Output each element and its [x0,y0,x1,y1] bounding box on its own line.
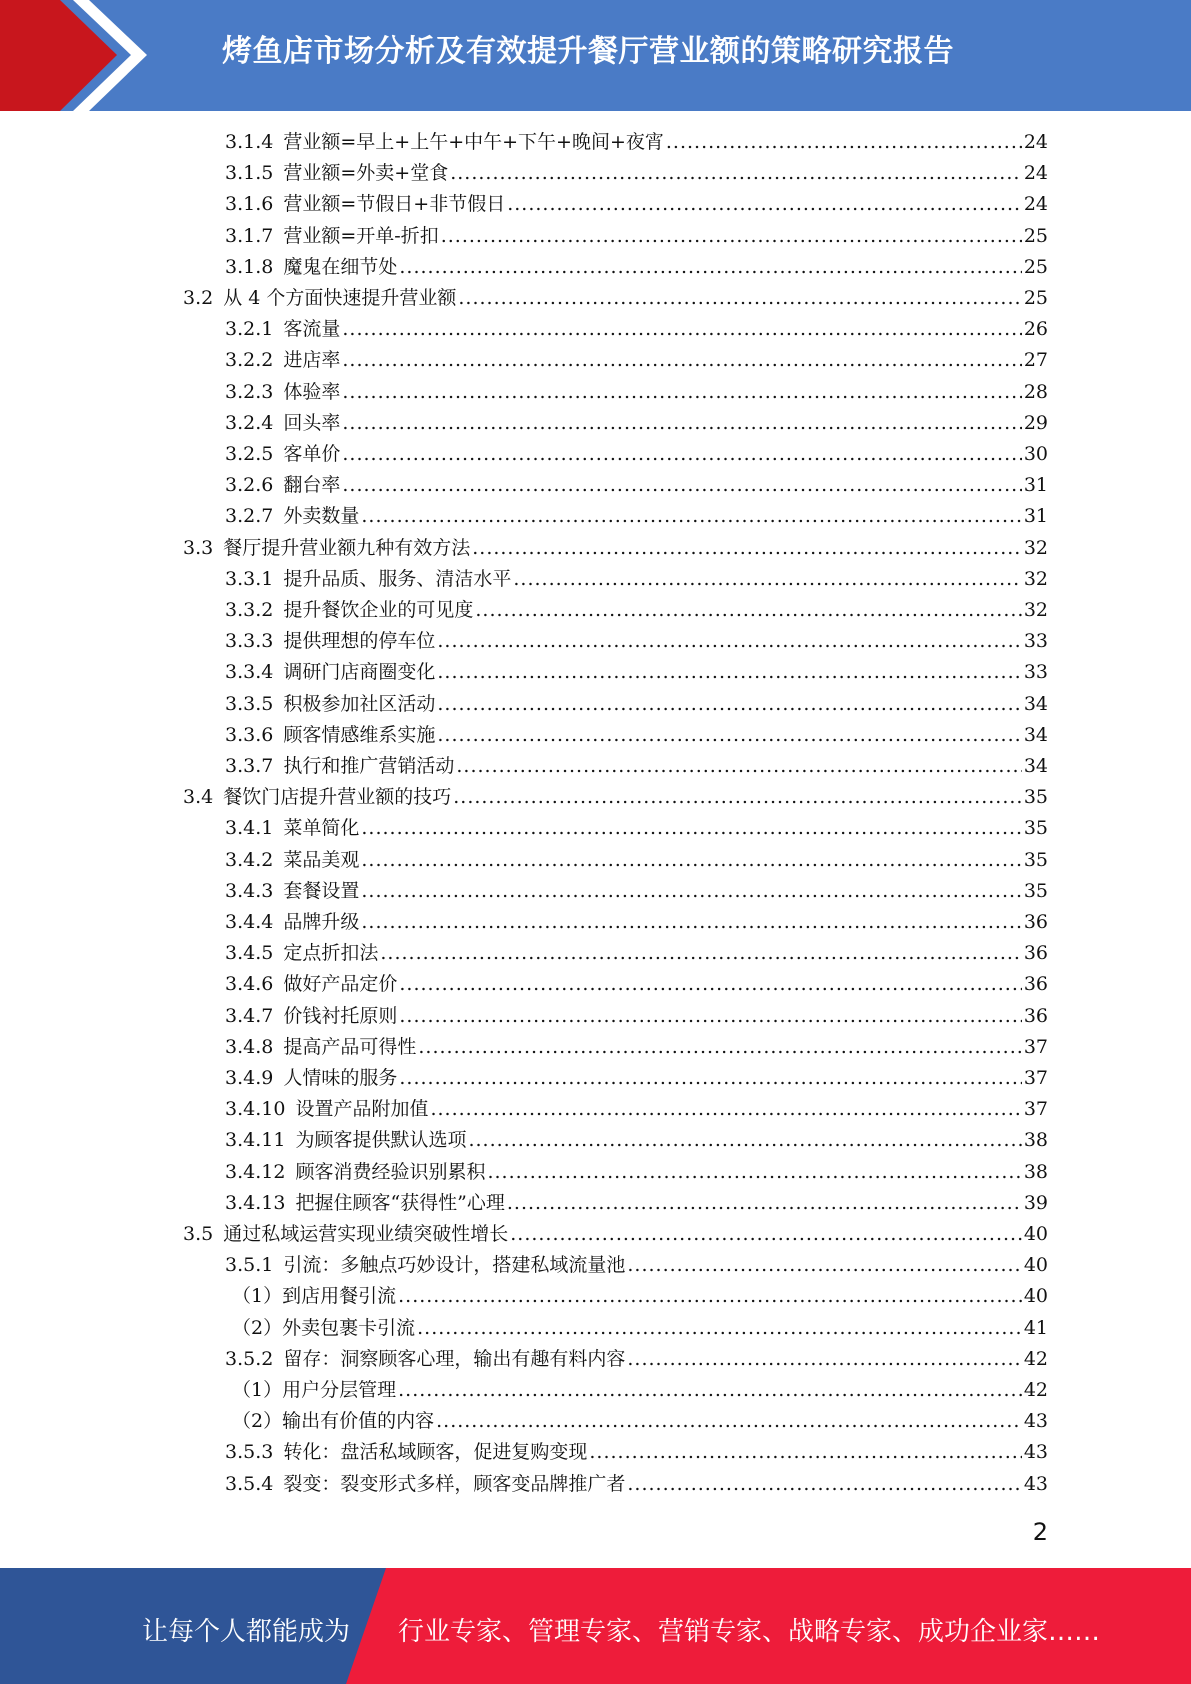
toc-entry[interactable] [225,1188,1048,1219]
toc-dot-leader [361,845,1021,876]
toc-entry-page: 40 [1023,1254,1048,1277]
toc-entry-page: 25 [1023,255,1048,278]
toc-entry-number: 3.1.4 [225,131,274,153]
toc-entry-title: 提供理想的停车位 [283,630,436,653]
toc-entry-title: 积极参加社区活动 [283,692,436,715]
toc-entry[interactable] [225,1125,1048,1156]
toc-entry-title: 套餐设置 [283,879,360,902]
toc-dot-leader [398,1375,1022,1406]
toc-entry-page: 24 [1023,193,1048,216]
toc-entry-page: 38 [1023,1129,1048,1152]
toc-entry[interactable] [225,127,1048,158]
toc-entry-number: 3.4.13 [225,1191,286,1214]
toc-entry[interactable] [225,1001,1048,1032]
toc-entry-number: （1） [232,1379,283,1401]
toc-entry-title: 输出有价值的内容 [282,1410,435,1433]
toc-dot-leader [487,1157,1021,1188]
toc-entry-page: 24 [1023,131,1048,153]
toc-entry-page: 40 [1023,1285,1048,1308]
toc-entry-page: 42 [1023,1379,1048,1401]
toc-entry-page: 32 [1023,536,1048,559]
toc-dot-leader [507,1188,1022,1219]
toc-dot-leader [380,938,1021,969]
toc-entry-number: 3.2.7 [225,505,274,528]
toc-entry-page: 38 [1023,1160,1048,1183]
toc-entry[interactable] [225,689,1048,720]
toc-entry-number: 3.4.11 [225,1129,286,1152]
toc-entry-number: 3.3.7 [225,755,274,777]
toc-dot-leader [456,751,1021,782]
toc-dot-leader [399,252,1021,283]
toc-dot-leader [398,1281,1022,1312]
toc-entry-number: 3.1.8 [225,255,274,278]
toc-entry-title: 提升餐饮企业的可见度 [283,599,474,621]
toc-entry-number: 3.4.12 [225,1160,286,1183]
toc-entry[interactable] [225,1437,1048,1468]
toc-entry-number: 3.1.6 [225,193,274,216]
toc-entry[interactable] [225,938,1048,969]
toc-entry-number: 3.2.2 [225,349,274,372]
toc-entry-title: 人情味的服务 [283,1067,398,1089]
toc-entry-title: 营业额=开单-折扣 [283,224,439,247]
toc-entry-title: 提升品质、服务、清洁水平 [283,567,512,590]
toc-entry[interactable] [225,408,1048,439]
toc-entry-number: 3.5.3 [225,1441,274,1464]
toc-dot-leader [627,1250,1021,1281]
toc-entry-number: 3.2.3 [225,380,274,403]
toc-entry-title: 执行和推广营销活动 [283,755,455,777]
toc-entry[interactable] [225,470,1048,501]
toc-entry[interactable] [225,657,1048,688]
toc-entry-title: 外卖数量 [283,505,360,528]
toc-entry[interactable] [225,876,1048,907]
toc-dot-leader [437,689,1021,720]
toc-entry[interactable] [225,1094,1048,1125]
toc-entry-title: 客流量 [283,318,341,341]
toc-entry-title: 翻台率 [283,474,341,497]
toc-entry[interactable] [225,252,1048,283]
toc-entry-page: 37 [1023,1098,1048,1121]
toc-entry-page: 31 [1023,505,1048,528]
toc-dot-leader [437,626,1021,657]
toc-entry[interactable] [232,1281,1048,1312]
toc-entry-page: 36 [1023,942,1048,965]
toc-dot-leader [342,377,1021,408]
toc-entry-title: 菜品美观 [283,848,360,871]
toc-entry-number: 3.4.7 [225,1004,274,1027]
toc-entry-title: 从 4 个方面快速提升营业额 [223,287,457,309]
toc-entry-number: 3.1.5 [225,162,274,185]
toc-entry-title: 通过私域运营实现业绩突破性增长 [223,1223,509,1245]
toc-entry-title: 营业额=外卖+堂食 [283,162,449,185]
toc-dot-leader [399,1063,1021,1094]
toc-entry-title: 餐饮门店提升营业额的技巧 [223,786,452,809]
toc-entry-page: 39 [1023,1191,1048,1214]
toc-entry-title: 体验率 [283,380,341,403]
toc-dot-leader [589,1437,1021,1468]
page-number: 2 [1032,1518,1048,1546]
toc-entry-title: 引流：多触点巧妙设计，搭建私域流量池 [283,1254,626,1277]
toc-entry-number: 3.4.10 [225,1098,286,1121]
toc-entry-number: 3.4.1 [225,817,274,840]
toc-entry-page: 32 [1023,567,1048,590]
toc-entry-page: 31 [1023,474,1048,497]
toc-entry[interactable] [225,1250,1048,1281]
toc-entry[interactable] [225,377,1048,408]
toc-entry-number: 3.2.1 [225,318,274,341]
toc-entry-title: 顾客情感维系实施 [283,723,436,746]
toc-dot-leader [361,907,1021,938]
toc-dot-leader [513,564,1021,595]
toc-entry[interactable] [225,1469,1048,1500]
toc-entry-number: 3.1.7 [225,224,274,247]
toc-dot-leader [627,1344,1021,1375]
toc-entry-number: 3.5.1 [225,1254,274,1277]
toc-entry-number: 3.3.3 [225,630,274,653]
toc-entry[interactable] [225,158,1048,189]
toc-entry[interactable] [232,1406,1048,1437]
toc-entry-number: （1） [232,1285,283,1308]
toc-entry-page: 28 [1023,380,1048,403]
toc-entry[interactable] [183,1219,1048,1250]
toc-dot-leader [342,408,1021,439]
report-title: 烤鱼店市场分析及有效提升餐厅营业额的策略研究报告 [222,34,954,69]
toc-entry-page: 41 [1023,1316,1048,1339]
toc-entry-page: 34 [1023,692,1048,715]
toc-entry[interactable] [225,595,1048,626]
toc-entry-page: 29 [1023,411,1048,434]
footer-slogan-right: 行业专家、管理专家、营销专家、战略专家、成功企业家…… [398,1617,1101,1647]
toc-entry-title: 餐厅提升营业额九种有效方法 [223,536,471,559]
toc-entry-number: 3.3.1 [225,567,274,590]
toc-entry-number: 3.2.4 [225,411,274,434]
toc-entry-title: 用户分层管理 [282,1379,397,1401]
toc-entry-page: 37 [1023,1035,1048,1058]
toc-dot-leader [437,657,1021,688]
toc-entry-page: 26 [1023,318,1048,341]
toc-entry-title: 品牌升级 [283,911,360,933]
toc-entry-number: 3.3.4 [225,661,274,684]
toc-entry-number: 3.2 [183,287,214,309]
toc-dot-leader [417,1313,1022,1344]
toc-entry-page: 25 [1023,287,1048,309]
toc-entry-title: 营业额=节假日+非节假日 [283,193,506,216]
toc-entry[interactable] [225,564,1048,595]
toc-entry-page: 35 [1023,879,1048,902]
toc-entry[interactable] [225,969,1048,1000]
toc-entry[interactable] [225,221,1048,252]
toc-entry-title: 到店用餐引流 [282,1285,397,1308]
toc-entry-page: 36 [1023,911,1048,933]
toc-dot-leader [441,221,1022,252]
toc-entry-title: 菜单简化 [283,817,360,840]
toc-dot-leader [342,439,1021,470]
toc-entry-page: 33 [1023,630,1048,653]
toc-entry-number: 3.5.2 [225,1347,274,1370]
toc-entry-page: 42 [1023,1347,1048,1370]
footer-slogan-left: 让每个人都能成为 [142,1617,351,1647]
toc-entry-page: 43 [1023,1441,1048,1464]
toc-entry-title: 顾客消费经验识别累积 [295,1160,486,1183]
toc-entry-number: 3.5 [183,1223,214,1245]
toc-entry-number: 3.2.5 [225,443,274,465]
toc-entry[interactable] [225,1344,1048,1375]
toc-entry-number: 3.3.5 [225,692,274,715]
toc-entry-title: 进店率 [283,349,341,372]
toc-entry-number: 3.3 [183,536,214,559]
toc-entry[interactable] [225,345,1048,376]
toc-entry-title: 转化：盘活私域顾客，促进复购变现 [283,1441,588,1464]
toc-dot-leader [453,782,1022,813]
toc-entry-title: 调研门店商圈变化 [283,661,436,684]
toc-dot-leader [399,1001,1021,1032]
toc-entry-page: 37 [1023,1067,1048,1089]
toc-entry-title: 做好产品定价 [283,973,398,996]
toc-entry-page: 35 [1023,786,1048,809]
footer-banner [0,1568,1191,1684]
toc-entry-page: 35 [1023,817,1048,840]
toc-entry-title: 魔鬼在细节处 [283,255,398,278]
toc-entry[interactable] [232,1375,1048,1406]
toc-entry[interactable] [183,283,1048,314]
toc-dot-leader [468,1125,1021,1156]
toc-entry[interactable] [225,626,1048,657]
toc-entry-page: 34 [1023,755,1048,777]
toc-entry-number: （2） [232,1410,283,1433]
toc-entry-page: 30 [1023,443,1048,465]
toc-entry[interactable] [183,782,1048,813]
toc-entry-page: 43 [1023,1410,1048,1433]
toc-entry-title: 为顾客提供默认选项 [295,1129,467,1152]
toc-entry-page: 32 [1023,599,1048,621]
toc-entry-title: 把握住顾客“获得性”心理 [295,1191,505,1214]
toc-entry[interactable] [225,813,1048,844]
toc-entry-page: 35 [1023,848,1048,871]
toc-dot-leader [458,283,1021,314]
toc-entry-title: 定点折扣法 [283,942,379,965]
toc-dot-leader [399,969,1021,1000]
toc-dot-leader [342,314,1021,345]
toc-entry-number: 3.4.3 [225,879,274,902]
toc-entry[interactable] [225,1157,1048,1188]
toc-dot-leader [430,1094,1021,1125]
toc-dot-leader [510,1219,1022,1250]
toc-dot-leader [342,345,1021,376]
toc-dot-leader [361,501,1021,532]
toc-entry-title: 设置产品附加值 [295,1098,429,1121]
toc-entry-number: 3.4.6 [225,973,274,996]
toc-entry-title: 提高产品可得性 [283,1035,417,1058]
toc-entry-title: 留存：洞察顾客心理，输出有趣有料内容 [283,1347,626,1370]
toc-entry-page: 34 [1023,723,1048,746]
toc-entry[interactable] [225,501,1048,532]
toc-entry-page: 40 [1023,1223,1048,1245]
toc-dot-leader [436,1406,1022,1437]
toc-entry-number: 3.4 [183,786,214,809]
toc-dot-leader [361,813,1021,844]
toc-dot-leader [627,1469,1021,1500]
toc-dot-leader [507,189,1022,220]
toc-entry-number: （2） [232,1316,283,1339]
toc-entry[interactable] [225,1063,1048,1094]
toc-entry-page: 36 [1023,1004,1048,1027]
toc-entry-number: 3.4.5 [225,942,274,965]
toc-entry-page: 43 [1023,1472,1048,1495]
toc-entry[interactable] [225,845,1048,876]
toc-dot-leader [666,127,1022,158]
toc-entry-page: 33 [1023,661,1048,684]
toc-entry-title: 回头率 [283,411,341,434]
toc-entry[interactable] [232,1313,1048,1344]
toc-entry[interactable] [225,439,1048,470]
toc-entry[interactable] [225,314,1048,345]
toc-entry-page: 25 [1023,224,1048,247]
toc-dot-leader [342,470,1021,501]
toc-dot-leader [361,876,1021,907]
toc-entry[interactable] [225,189,1048,220]
toc-entry-title: 外卖包裹卡引流 [282,1316,416,1339]
toc-entry-number: 3.4.4 [225,911,274,933]
toc-dot-leader [472,533,1022,564]
toc-entry-number: 3.4.2 [225,848,274,871]
toc-entry[interactable] [183,533,1048,564]
toc-entry-title: 裂变：裂变形式多样，顾客变品牌推广者 [283,1472,626,1495]
toc-entry-title: 营业额=早上+上午+中午+下午+晚间+夜宵 [283,131,664,153]
toc-entry[interactable] [225,720,1048,751]
toc-entry-page: 36 [1023,973,1048,996]
toc-entry-number: 3.3.2 [225,599,274,621]
toc-entry-title: 价钱衬托原则 [283,1004,398,1027]
toc-dot-leader [437,720,1021,751]
toc-entry[interactable] [225,751,1048,782]
toc-entry-number: 3.5.4 [225,1472,274,1495]
toc-entry-title: 客单价 [283,443,341,465]
toc-dot-leader [475,595,1021,626]
toc-entry[interactable] [225,1032,1048,1063]
toc-entry-number: 3.3.6 [225,723,274,746]
toc-dot-leader [418,1032,1021,1063]
toc-entry-page: 24 [1023,162,1048,185]
toc-dot-leader [450,158,1022,189]
toc-entry-page: 27 [1023,349,1048,372]
chevron-arrow-icon [0,0,160,111]
toc-entry-number: 3.4.8 [225,1035,274,1058]
toc-entry-number: 3.4.9 [225,1067,274,1089]
toc-entry-number: 3.2.6 [225,474,274,497]
toc-entry[interactable] [225,907,1048,938]
report-header [0,0,1191,111]
